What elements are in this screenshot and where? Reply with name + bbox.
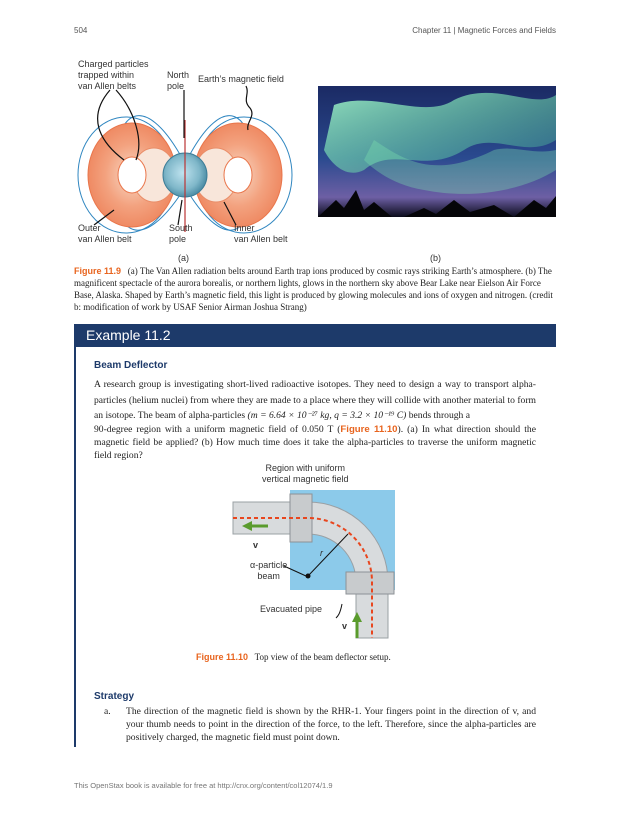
label-velocity-1: v <box>253 540 259 550</box>
figure-11-10-caption <box>196 652 391 662</box>
page-number: 504 <box>74 26 88 35</box>
figure-label: Figure 11.9 <box>74 266 122 276</box>
label-south-pole: South pole <box>169 223 193 244</box>
example-paragraph-1: A research group is investigating short-lived radioactive isotopes. They need to design a way to transport alpha-particles (helium nuclei) from where they are made to a place where they will collide with another material to form an isotope. The beam of alpha-particles (m = 6.64 × 10⁻²⁷ kg, q = 3.2 × 10⁻¹⁹ C) bends through a <box>94 379 536 421</box>
label-earth-field: Earth’s magnetic field <box>198 74 284 84</box>
label-alpha-beam: α-particle beam <box>250 560 288 581</box>
label-inner-belt: Inner van Allen belt <box>234 223 288 244</box>
caption-text: (a) The Van Allen radiation belts around Earth trap ions produced by cosmic rays striking Earth’s atmosphere. (b) The magnificent spectacle of the aurora borealis, or northern lights, glows in the northern sky above Bear Lake near Eielson Air Force Base, Alaska. Shaped by Earth’s magnetic field, this light is produced by glowing molecules and ions of oxygen and nitrogen. (credit b: modification of work by USAF Senior Airman Joshua Strang) <box>74 266 553 312</box>
beam-deflector-heading: Beam Deflector <box>94 360 168 371</box>
example-left-rule <box>74 347 76 747</box>
label-radius: r <box>320 548 323 558</box>
item-letter: a. <box>104 706 111 717</box>
figure-label: Figure 11.10 <box>196 652 249 662</box>
subfigure-label-b: (b) <box>430 253 441 263</box>
item-text: The direction of the magnetic field is shown by the RHR-1. Your fingers point in the direction of v, and your thumb needs to point in the direction of the force, to the left. Therefore, since the alpha-particles are positively charged, the magnetic field must point down. <box>126 706 536 743</box>
label-velocity-2: v <box>342 621 348 631</box>
figure-11-9-caption <box>74 265 556 313</box>
chapter-title: Chapter 11 | Magnetic Forces and Fields <box>412 26 556 35</box>
strategy-heading: Strategy <box>94 691 135 702</box>
label-charged-particles: Charged particles trapped within van Allen belts <box>78 59 149 91</box>
footer-note: This OpenStax book is available for free at http://cnx.org/content/col12074/1.9 <box>74 781 333 790</box>
example-title: Example 11.2 <box>86 327 171 343</box>
subfigure-label-a: (a) <box>178 253 189 263</box>
figure-11-9 <box>74 50 556 270</box>
label-field-region: Region with uniform vertical magnetic field <box>262 463 349 484</box>
caption-text: Top view of the beam deflector setup. <box>254 652 391 662</box>
label-outer-belt: Outer van Allen belt <box>78 223 132 244</box>
example-paragraph-2: 90-degree region with a uniform magnetic field of 0.050 T (Figure 11.10). (a) In what direction should the magnetic field be applied? (b) How much time does it take the alpha-particles to traverse the uniform magnetic field region? <box>94 424 536 461</box>
example-header <box>74 324 556 347</box>
label-evacuated-pipe: Evacuated pipe <box>260 604 323 614</box>
math-expression: (m = 6.64 × 10⁻²⁷ kg, q = 3.2 × 10⁻¹⁹ C) <box>247 410 407 421</box>
label-north-pole: North pole <box>167 70 190 91</box>
figure-ref-link[interactable]: Figure 11.10 <box>340 424 398 435</box>
